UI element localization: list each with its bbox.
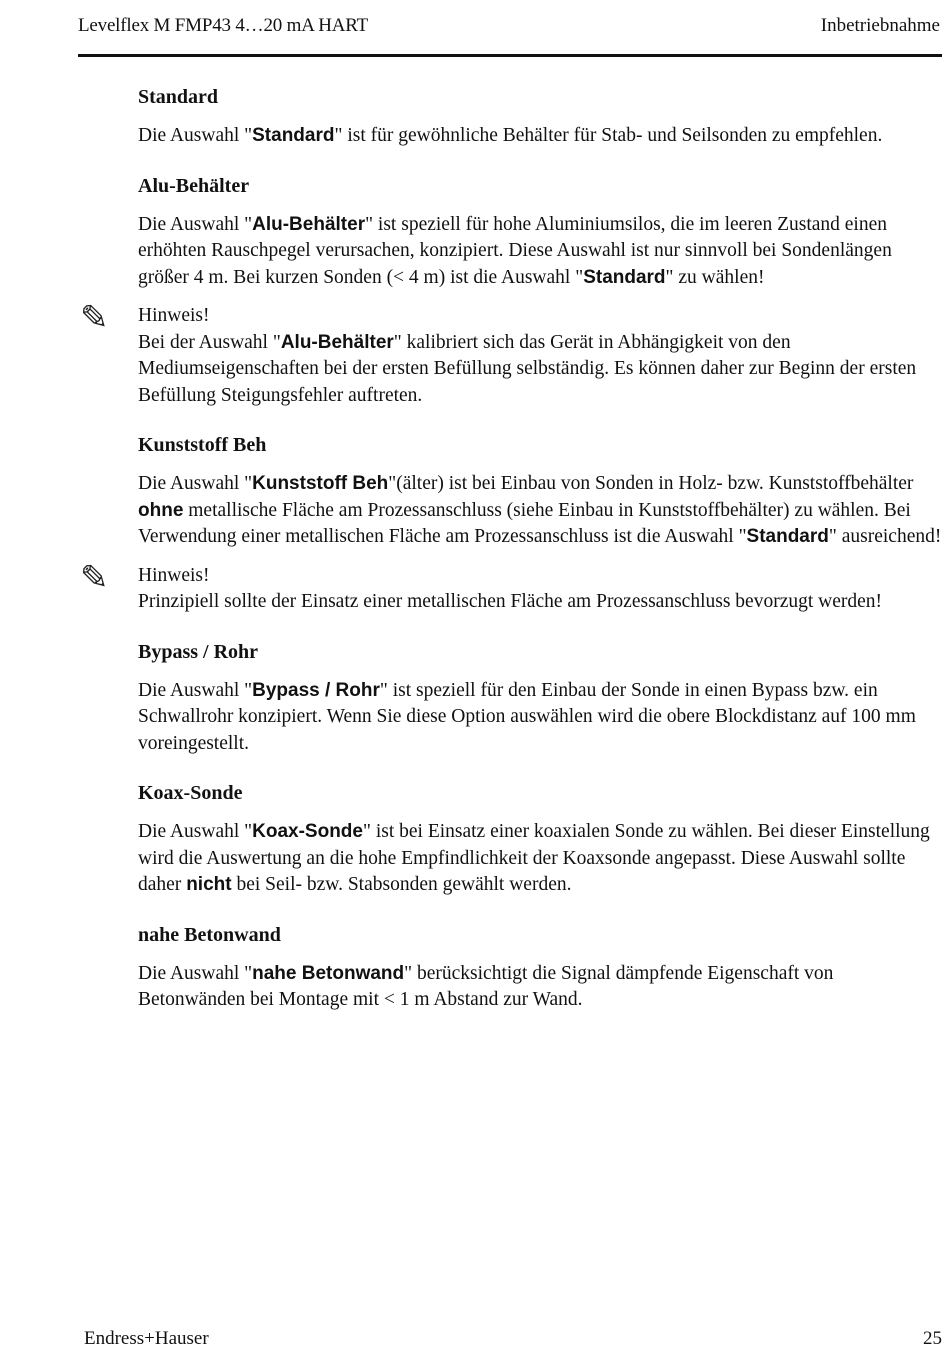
note-kunststoff-beh — [80, 557, 943, 616]
header-rule — [78, 54, 942, 57]
header-section-name: Inbetriebnahme — [820, 15, 940, 36]
heading-standard: Standard — [138, 86, 219, 108]
paragraph-standard: Die Auswahl "Standard" ist für gewöhnliche Behälter für Stab- und Seilsonden zu empfehlen. — [138, 125, 883, 146]
pencil-icon: ✎ — [80, 557, 109, 598]
main-content — [80, 84, 943, 1014]
footer-page-number: 25 — [923, 1328, 942, 1349]
pencil-icon: ✎ — [80, 298, 109, 338]
header-document-title: Levelflex M FMP43 4…20 mA HART — [78, 15, 368, 36]
note-text: Bei der Auswahl "Alu-Behälter" kalibriert sich das Gerät in Abhängigkeit von den Mediumseigenschaften bei der ersten Befüllung selbständig. Es können daher zur Beginn der ersten Befüllung Steigungsfehler auftreten. — [138, 331, 917, 406]
note-title: Hinweis! — [138, 305, 210, 326]
paragraph-alu-behaelter: Die Auswahl "Alu-Behälter" ist speziell für hohe Aluminiumsilos, die im leeren Zustand einen erhöhten Rauschpegel verursachen, konzipiert. Diese Auswahl ist nur sinnvoll bei Sondenlängen größer 4 m. Bei kurzen Sonden (< 4 m) ist die Auswahl "Standard" zu wählen! — [138, 213, 892, 288]
heading-bypass-rohr: Bypass / Rohr — [138, 640, 259, 663]
paragraph-bypass-rohr: Die Auswahl "Bypass / Rohr" ist speziell für den Einbau der Sonde in einen Bypass bzw. ein Schwallrohr konzipiert. Wenn Sie diese Option auswählen wird die obere Blockdistanz auf 100 mm voreingestellt. — [138, 679, 916, 754]
note-alu-behaelter — [80, 298, 943, 409]
paragraph-kunststoff-beh: Die Auswahl "Kunststoff Beh"(älter) ist bei Einbau von Sonden in Holz- bzw. Kunststoffbehälter ohne metallische Fläche am Prozessanschluss (siehe Einbau in Kunststoffbehälter) zu wählen. Bei Verwendung einer metallischen Fläche am Prozessanschluss ist die Auswahl "Standard" ausreichend! — [138, 473, 942, 547]
note-title: Hinweis! — [138, 564, 210, 586]
note-text: Prinzipiell sollte der Einsatz einer metallischen Fläche am Prozessanschluss bevorzugt werden! — [138, 591, 883, 612]
heading-kunststoff-beh: Kunststoff Beh — [138, 434, 267, 456]
paragraph-nahe-betonwand: Die Auswahl "nahe Betonwand" berücksichtigt die Signal dämpfende Eigenschaft von Betonwänden bei Montage mit < 1 m Abstand zur Wand. — [138, 962, 834, 1010]
paragraph-koax-sonde: Die Auswahl "Koax-Sonde" ist bei Einsatz einer koaxialen Sonde zu wählen. Bei dieser Einstellung wird die Auswertung an die hohe Empfindlichkeit der Koaxsonde angepasst. Diese Auswahl sollte daher nicht bei Seil- bzw. Stabsonden gewählt werden. — [138, 821, 930, 895]
heading-alu-behaelter: Alu-Behälter — [138, 174, 250, 197]
footer-company: Endress+Hauser — [84, 1328, 209, 1349]
heading-nahe-betonwand: nahe Betonwand — [138, 923, 281, 946]
heading-koax-sonde: Koax-Sonde — [138, 782, 243, 804]
